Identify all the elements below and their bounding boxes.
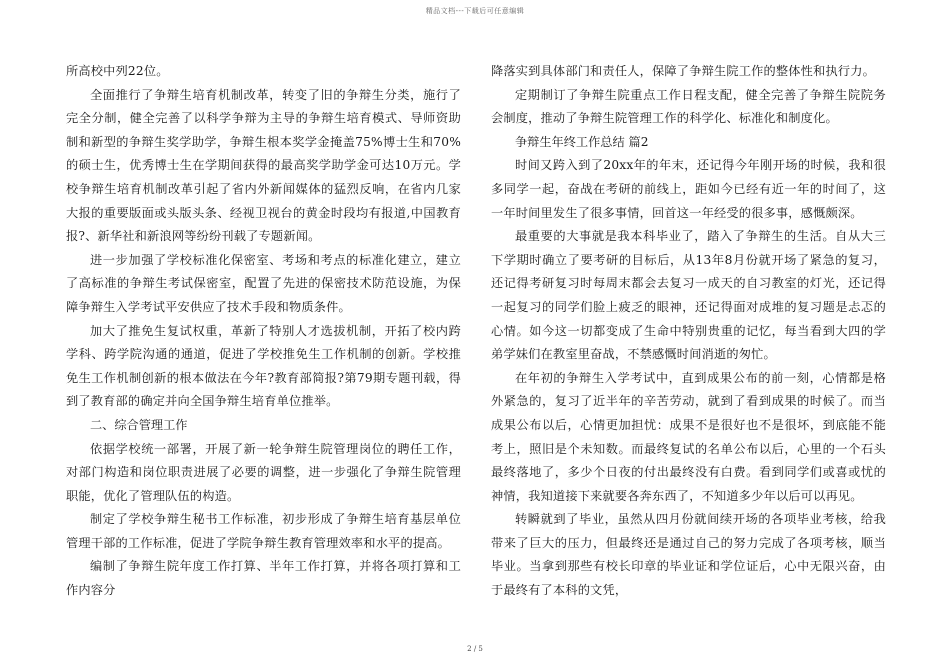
paragraph: 最重要的大事就是我本科毕业了，踏入了争辩生的生活。自从大三下学期时确立了要考研的目标后，从13年8月份就开场了紧急的复习，还记得考研复习时每周末都会去复习一成天的自习教室的灯光，还记得一起复习的同学们脸上疲乏的眼神，还记得面对成堆的复习题是忐忑的心情。如今这一切都变成了生命中特别贵重的记忆，每当看到大四的学弟学妹们在教室里奋战，不禁感慨时间消逝的匆忙。 (491, 229, 886, 362)
paragraph: 降落实到具体部门和责任人，保障了争辩生院工作的整体性和执行力。 (491, 64, 876, 78)
paragraph: 定期制订了争辩生院重点工作日程支配，健全完善了争辩生院院务会制度，推动了争辩生院管理工作的科学化、标准化和制度化。 (491, 87, 886, 126)
section-heading: 二、综合管理工作 (90, 417, 188, 432)
paragraph: 编制了争辩生院年度工作打算、半年工作打算，并将各项打算和工作内容分 (66, 559, 461, 598)
right-column (491, 60, 886, 603)
paragraph: 依据学校统一部署，开展了新一轮争辩生院管理岗位的聘任工作，对部门构造和岗位职责进展了必要的调整，进一步强化了争辩生院管理职能，优化了管理队伍的构造。 (66, 441, 461, 503)
paragraph: 时间又跨入到了20xx年的年末，还记得今年刚开场的时候，我和很多同学一起，奋战在考研的前线上，距如今已经有近一年的时间了，这一年时间里发生了很多事情，回首这一年经受的很多事，感慨颇深。 (491, 158, 886, 220)
paragraph: 制定了学校争辩生秘书工作标准，初步形成了争辩生培育基层单位管理干部的工作标准，促进了学院争辩生教育管理效率和水平的提高。 (66, 512, 461, 550)
page-number: 2 / 5 (467, 645, 483, 653)
left-column (66, 60, 461, 603)
page-header: 精品文档---下载后可任意编辑 (425, 7, 525, 15)
paragraph: 转瞬就到了毕业，虽然从四月份就间续开场的各项毕业考核，给我带来了巨大的压力，但最终还是通过自己的努力完成了各项考核，顺当毕业。当拿到那些有校长印章的毕业证和学位证后，心中无限兴奋，由于最终有了本科的文凭， (491, 512, 886, 598)
section-heading: 争辩生年终工作总结 篇2 (515, 134, 649, 149)
paragraph: 全面推行了争辩生培育机制改革，转变了旧的争辩生分类，施行了完全分制，健全完善了以科学争辩为主导的争辩生培育模式、导师资助制和新型的争辩生奖学助学，争辩生根本奖学金掩盖75%博士生和70%的硕士生，优秀博士生在学期间获得的最高奖学助学金可达10万元。学校争辩生培育机制改革引起了省内外新闻媒体的猛烈反响，在省内几家大报的重要版面或头版头条、经视卫视台的黄金时段均有报道,中国教育报?、新华社和新浪网等纷纷刊载了专题新闻。 (66, 87, 461, 244)
paragraph: 进一步加强了学校标准化保密室、考场和考点的标准化建立，建立了高标准的争辩生考试保密室，配置了先进的保密技术防范设施，为保障争辩生入学考试平安供应了技术手段和物质条件。 (66, 252, 461, 314)
paragraph: 加大了推免生复试权重，革新了特别人才选拔机制，开拓了校内跨学科、跨学院沟通的通道，促进了学校推免生工作机制的创新。学校推免生工作机制创新的根本做法在今年?教育部简报?第79期专题刊载，得到了教育部的确定并向全国争辩生培育单位推举。 (66, 323, 461, 409)
paragraph: 在年初的争辩生入学考试中，直到成果公布的前一刻，心情都是格外紧急的，复习了近半年的辛苦劳动，就到了看到成果的时候了。而当成果公布以后，心情更加担忧：成果不是很好也不是很坏，到底能不能考上，照旧是个未知数。而最终复试的名单公布以后，心里的一个石头最终落地了，多少个日夜的付出最终没有白费。看到同学们或喜或忧的神情，我知道接下来就要各奔东西了，不知道多少年以后可以再见。 (491, 370, 886, 503)
paragraph: 所高校中列22位。 (66, 64, 169, 78)
